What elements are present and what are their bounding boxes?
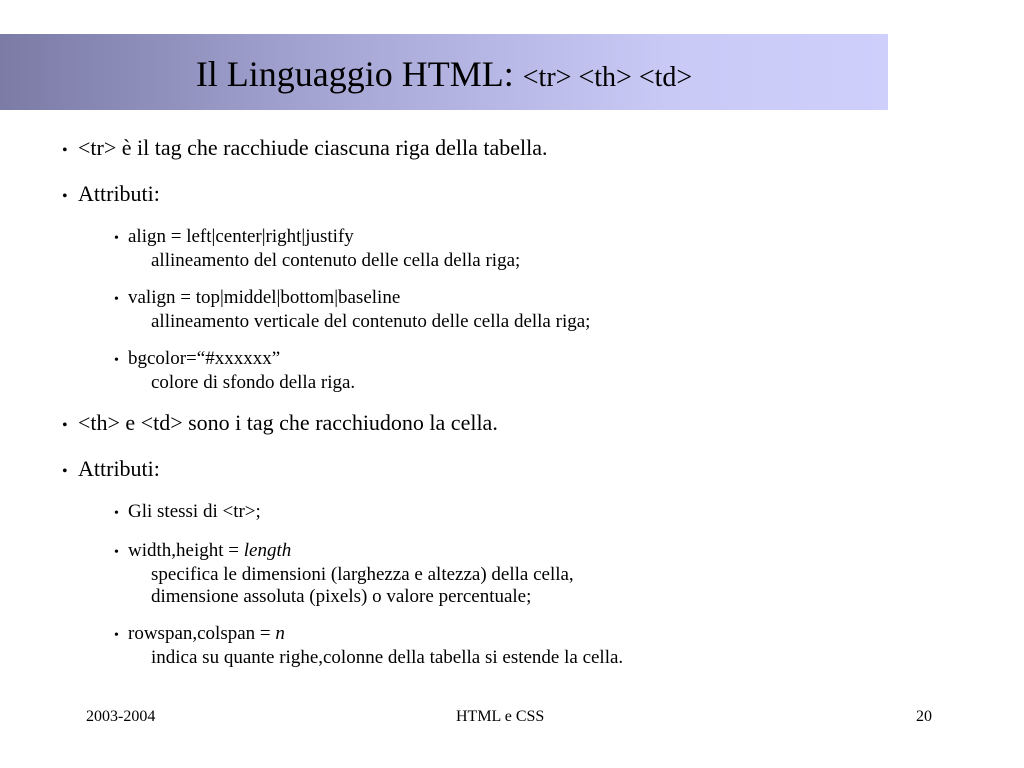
bullet-text: <tr> è il tag che racchiude ciascuna riga della tabella.: [78, 135, 548, 160]
footer-page-number: 20: [916, 708, 932, 725]
slide-title: [0, 34, 888, 110]
bullet-text: <th> e <td> sono i tag che racchiudono la cella.: [78, 410, 498, 435]
bullet-cell-attributes-heading: [62, 455, 962, 486]
bullet-dot: •: [62, 188, 68, 205]
footer-date: 2003-2004: [86, 708, 156, 725]
bullet-dot: •: [114, 353, 119, 368]
bullet-tr-definition: [62, 134, 962, 165]
bullet-text: Attributi:: [78, 456, 160, 481]
attribute-rowspan-colspan: [114, 623, 962, 669]
bullet-text: Attributi:: [78, 181, 160, 206]
attribute-description: allineamento verticale del contenuto delle cella della riga;: [151, 311, 591, 332]
bullet-dot: •: [62, 417, 68, 434]
slide-title-tags: <tr> <th> <td>: [522, 62, 693, 93]
footer-course-title: HTML e CSS: [456, 708, 545, 725]
bullet-tr-attributes-heading: [62, 180, 962, 211]
attribute-bgcolor: [114, 348, 962, 394]
attribute-line-prefix: rowspan,colspan =: [128, 623, 276, 644]
attribute-line-prefix: width,height =: [128, 540, 244, 561]
bullet-dot: •: [62, 463, 68, 480]
attribute-width-height: [114, 540, 962, 608]
bullet-dot: •: [114, 545, 119, 560]
attribute-line-value: n: [275, 623, 285, 644]
attribute-description: indica su quante righe,colonne della tabella si estende la cella.: [151, 647, 624, 668]
attribute-same-as-tr: [114, 501, 962, 525]
attribute-line: valign = top|middel|bottom|baseline: [128, 287, 401, 308]
attribute-line: Gli stessi di <tr>;: [128, 501, 261, 522]
bullet-dot: •: [114, 628, 119, 643]
bullet-th-td-definition: [62, 409, 962, 440]
attribute-description: specifica le dimensioni (larghezza e altezza) della cella,: [151, 564, 574, 585]
attribute-line: bgcolor=“#xxxxxx”: [128, 348, 281, 369]
attribute-description: allineamento del contenuto delle cella della riga;: [151, 250, 521, 271]
slide-content: [62, 134, 962, 684]
slide-title-main: Il Linguaggio HTML:: [195, 54, 523, 94]
attribute-valign: [114, 287, 962, 333]
bullet-dot: •: [114, 292, 119, 307]
attribute-line: align = left|center|right|justify: [128, 226, 354, 247]
bullet-dot: •: [114, 506, 119, 521]
attribute-description-continued: dimensione assoluta (pixels) o valore percentuale;: [151, 586, 532, 607]
bullet-dot: •: [62, 142, 68, 159]
attribute-line-value: length: [243, 540, 292, 561]
attribute-align: [114, 226, 962, 272]
bullet-dot: •: [114, 231, 119, 246]
attribute-description: colore di sfondo della riga.: [151, 372, 356, 393]
